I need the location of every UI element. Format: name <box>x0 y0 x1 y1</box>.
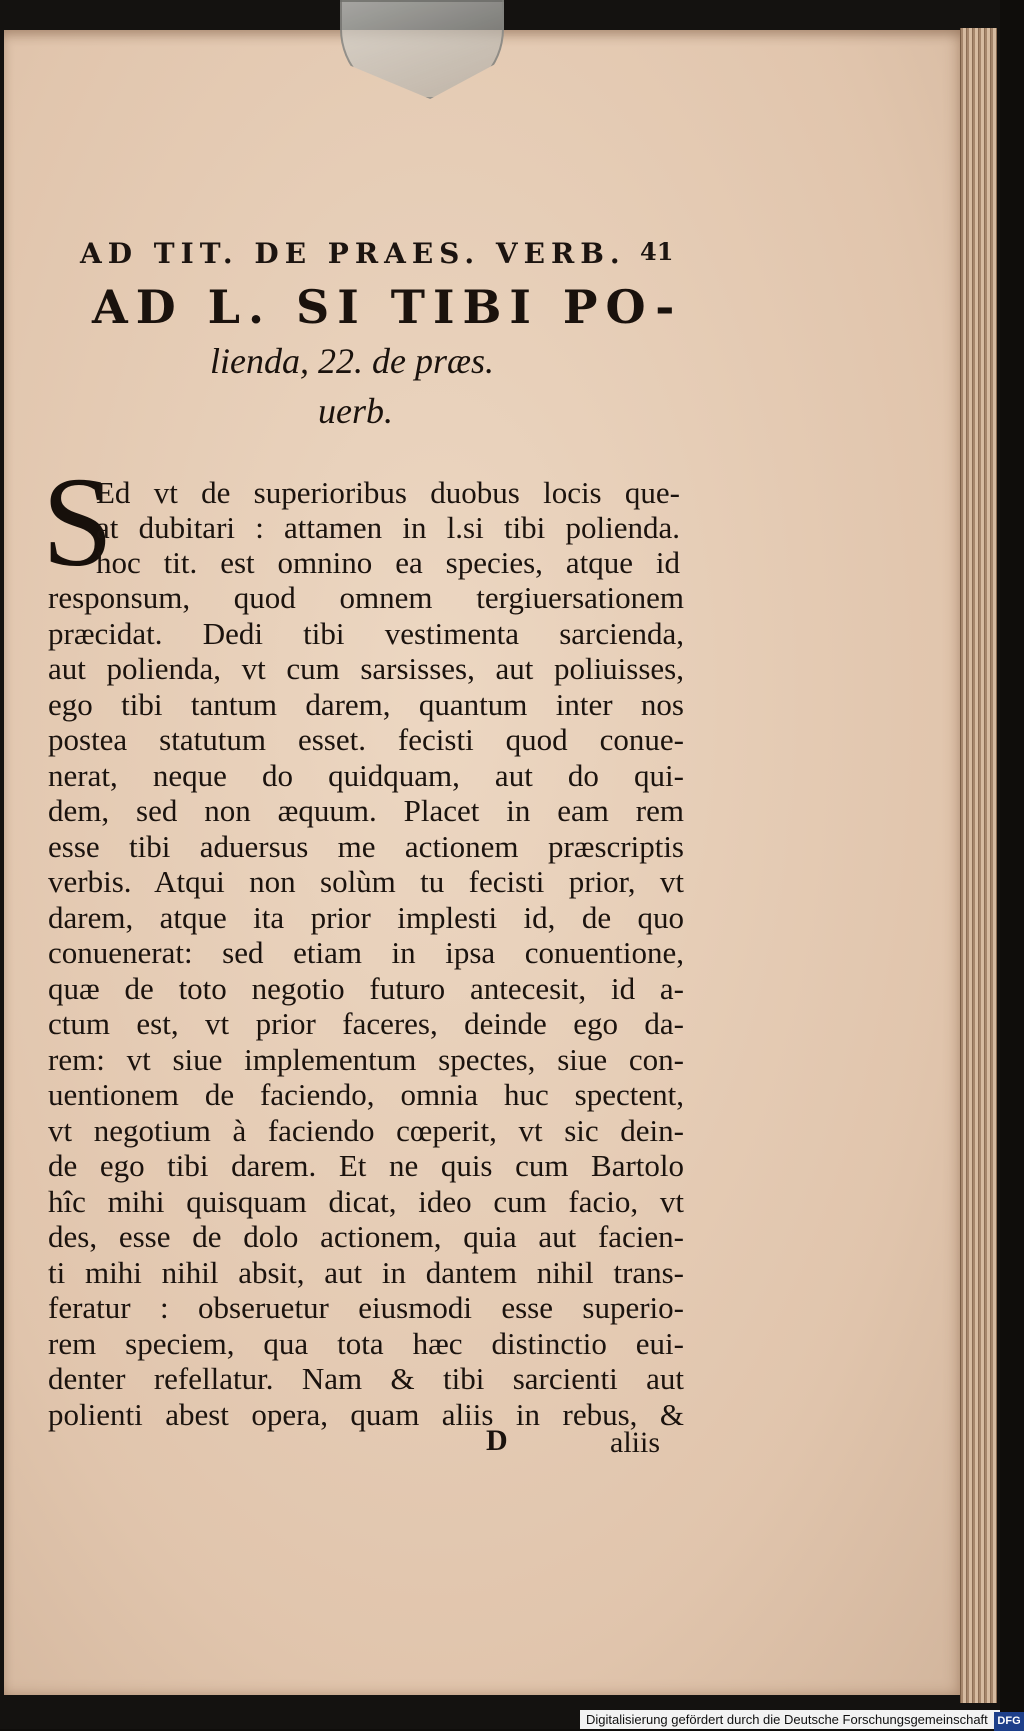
body-line: polienti abest opera, quam aliis in rebus, & <box>48 1397 684 1432</box>
body-line: præcidat. Dedi tibi vestimenta sarcienda, <box>48 616 684 651</box>
body-line: hîc mihi quisquam dicat, ideo cum facio, vt <box>48 1184 684 1219</box>
chapter-title-line-1: AD L. SI TIBI PO- <box>92 280 683 334</box>
body-line: ctum est, vt prior faceres, deinde ego da- <box>48 1006 684 1041</box>
body-line: quæ de toto negotio futuro antecesit, id a- <box>48 971 684 1006</box>
signature-mark: D <box>486 1424 508 1457</box>
body-line: aut polienda, vt cum sarsisses, aut poliuisses, <box>48 651 684 686</box>
body-line: postea statutum esset. fecisti quod conue- <box>48 722 684 757</box>
digitization-credit <box>580 1710 1021 1729</box>
body-line: vt negotium à faciendo cœperit, vt sic dein- <box>48 1113 684 1148</box>
body-line: des, esse de dolo actionem, quia aut facien- <box>48 1219 684 1254</box>
body-line: darem, atque ita prior implesti id, de quo <box>48 900 684 935</box>
catchword: aliis <box>610 1426 660 1459</box>
body-line: verbis. Atqui non solùm tu fecisti prior, vt <box>48 864 684 899</box>
body-line: nerat, neque do quidquam, aut do qui- <box>48 758 684 793</box>
folio-number: 41 <box>640 237 674 266</box>
body-line: rem speciem, qua tota hæc distinctio eui- <box>48 1326 684 1361</box>
body-line: uentionem de faciendo, omnia huc spectent, <box>48 1077 684 1112</box>
chapter-title-line-2: lienda, 22. de præs. <box>210 341 494 381</box>
body-line: at dubitari : attamen in l.si tibi polienda. <box>96 510 680 545</box>
body-line: responsum, quod omnem tergiuersationem <box>48 580 684 615</box>
running-head <box>0 237 940 277</box>
body-line: feratur : obseruetur eiusmodi esse superio- <box>48 1290 684 1325</box>
body-line: ti mihi nihil absit, aut in dantem nihil trans- <box>48 1255 684 1290</box>
body-line: Ed vt de superioribus duobus locis que- <box>96 475 680 510</box>
page-edges <box>960 28 997 1703</box>
body-line: dem, sed non æquum. Placet in eam rem <box>48 793 684 828</box>
drop-cap: S <box>42 451 114 593</box>
chapter-title-line-3: uerb. <box>318 391 393 431</box>
body-line: conuenerat: sed etiam in ipsa conuentione, <box>48 935 684 970</box>
body-line: denter refellatur. Nam & tibi sarcienti aut <box>48 1361 684 1396</box>
body-line: esse tibi aduersus me actionem præscriptis <box>48 829 684 864</box>
body-line: hoc tit. est omnino ea species, atque id <box>96 545 680 580</box>
dfg-logo: DFG <box>994 1712 1023 1731</box>
body-line: de ego tibi darem. Et ne quis cum Bartolo <box>48 1148 684 1183</box>
running-head-text: AD TIT. DE PRAES. VERB. <box>80 237 626 270</box>
body-line: rem: vt siue implementum spectes, siue con- <box>48 1042 684 1077</box>
credit-text: Digitalisierung gefördert durch die Deutsche Forschungsgemeinschaft <box>586 1712 988 1727</box>
body-line: ego tibi tantum darem, quantum inter nos <box>48 687 684 722</box>
